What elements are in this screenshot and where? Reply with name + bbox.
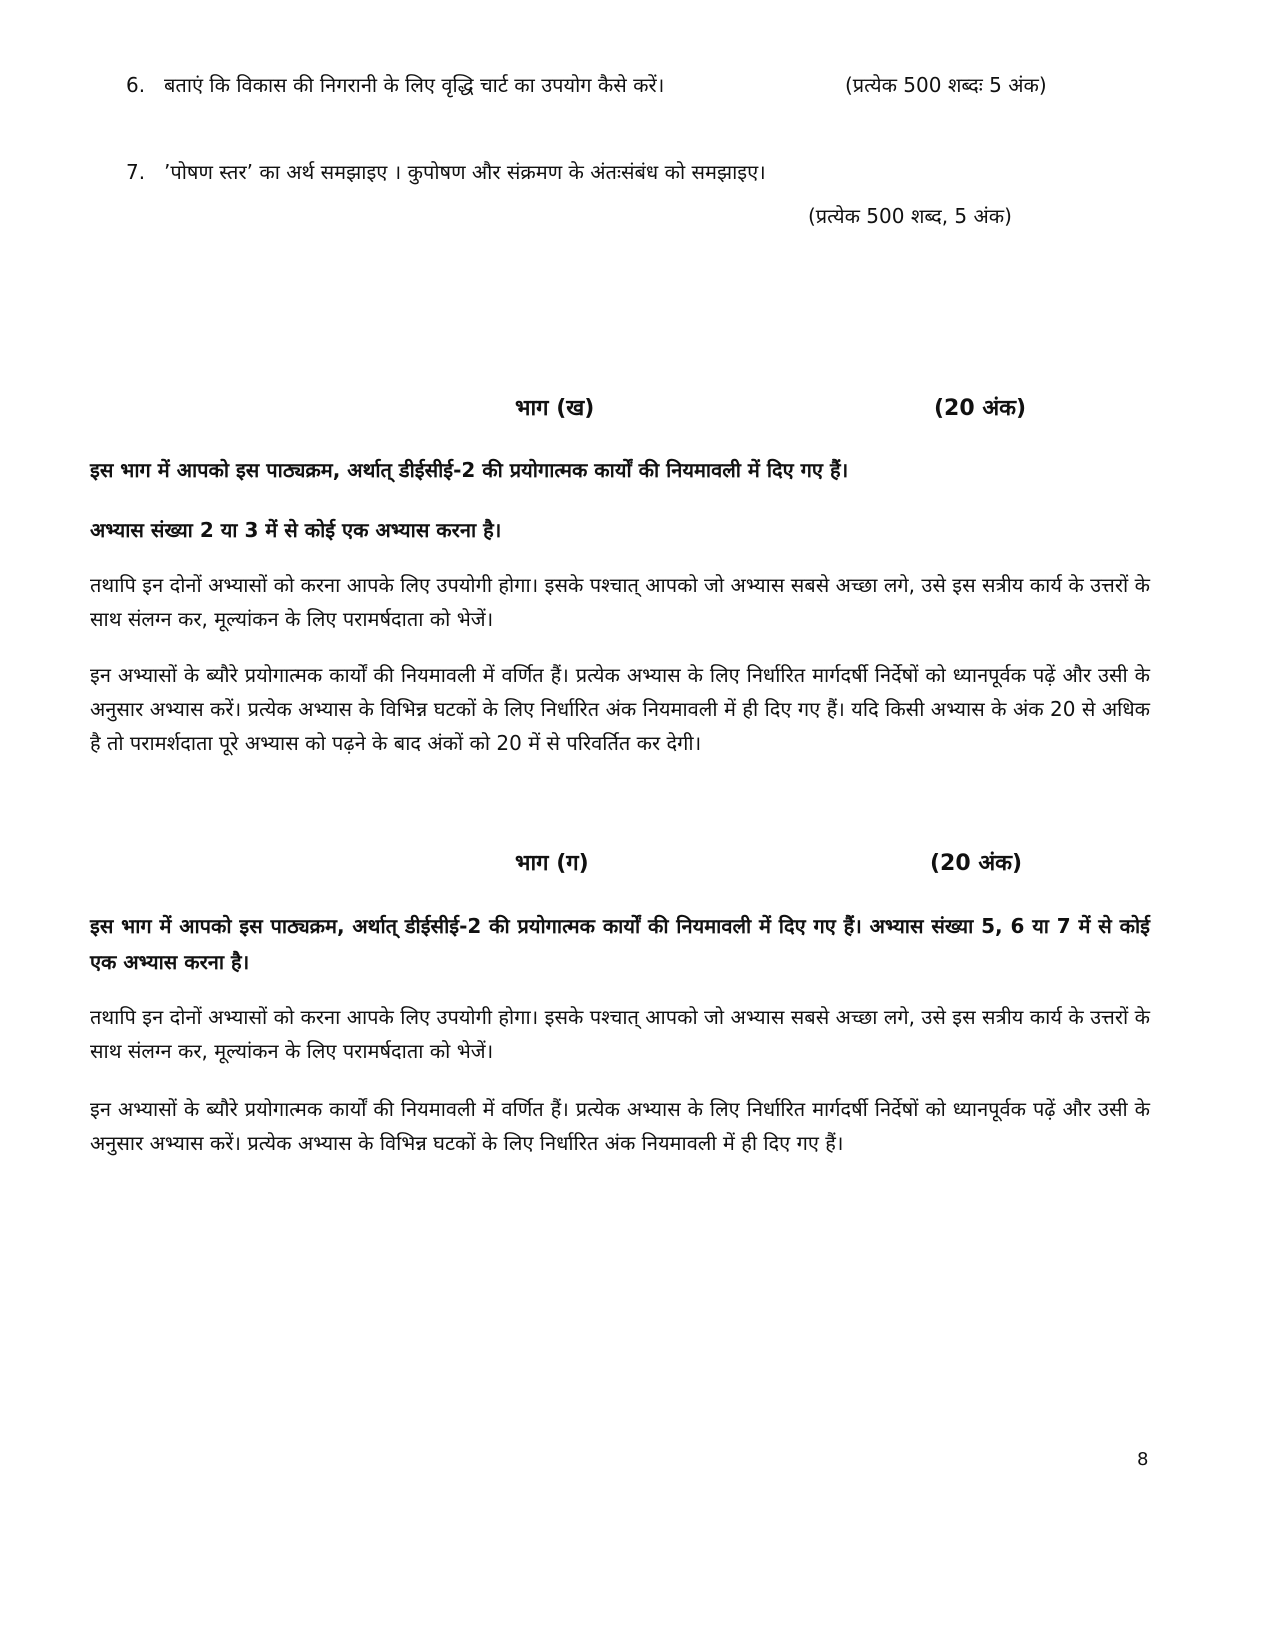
question-text: ’पोषण स्तर’ का अर्थ समझाइए । कुपोषण और संक्रमण के अंतःसंबंध को समझाइए। (164, 160, 766, 184)
section-b-paragraph-1: तथापि इन दोनों अभ्यासों को करना आपके लिए उपयोगी होगा। इसके पश्चात् आपको जो अभ्यास सबसे अच्छा लगे, उसे इस सत्रीय कार्य के उत्तरों के साथ संलग्न कर, मूल्यांकन के लिए परामर्षदाता को भेजें। (90, 573, 1150, 631)
section-b-instruction: अभ्यास संख्या 2 या 3 में से कोई एक अभ्यास करना है। (90, 518, 502, 542)
section-b-marks: (20 अंक) (934, 396, 1027, 421)
section-c-paragraph-1: तथापि इन दोनों अभ्यासों को करना आपके लिए उपयोगी होगा। इसके पश्चात् आपको जो अभ्यास सबसे अच्छा लगे, उसे इस सत्रीय कार्य के उत्तरों के साथ संलग्न कर, मूल्यांकन के लिए परामर्षदाता को भेजें। (90, 1005, 1150, 1063)
section-c-paragraph-2: इन अभ्यासों के ब्यौरे प्रयोगात्मक कार्यों की नियमावली में वर्णित हैं। प्रत्येक अभ्यास के लिए निर्धारित मार्गदर्षी निर्देषों को ध्यानपूर्वक पढ़ें और उसी के अनुसार अभ्यास करें। प्रत्येक अभ्यास के विभिन्न घटकों के लिए निर्धारित अंक नियमावली में ही दिए गए हैं। (90, 1097, 1150, 1155)
section-c-marks: (20 अंक) (930, 851, 1023, 876)
question-7-marks: (प्रत्येक 500 शब्द, 5 अंक) (808, 204, 1012, 228)
question-number: 6. (126, 73, 146, 97)
question-text: बताएं कि विकास की निगरानी के लिए वृद्धि चार्ट का उपयोग कैसे करें। (164, 73, 665, 97)
page-number: 8 (1137, 1449, 1149, 1470)
section-b-title: भाग (ख) (515, 396, 595, 421)
section-c-title: भाग (ग) (515, 851, 589, 876)
section-c-intro: इस भाग में आपको इस पाठ्यक्रम, अर्थात् डीईसीई-2 की प्रयोगात्मक कार्यों की नियमावली में दिए गए हैं। अभ्यास संख्या 5, 6 या 7 में से कोई एक अभ्यास करना है। (90, 914, 1150, 974)
question-number: 7. (126, 160, 146, 184)
question-6-marks: (प्रत्येक 500 शब्दः 5 अंक) (845, 73, 1047, 97)
question-7 (126, 157, 766, 187)
section-b-intro: इस भाग में आपको इस पाठ्यक्रम, अर्थात् डीईसीई-2 की प्रयोगात्मक कार्यों की नियमावली में दिए गए हैं। (90, 458, 849, 482)
section-b-paragraph-2: इन अभ्यासों के ब्यौरे प्रयोगात्मक कार्यों की नियमावली में वर्णित हैं। प्रत्येक अभ्यास के लिए निर्धारित मार्गदर्षी निर्देषों को ध्यानपूर्वक पढ़ें और उसी के अनुसार अभ्यास करें। प्रत्येक अभ्यास के विभिन्न घटकों के लिए निर्धारित अंक नियमावली में ही दिए गए हैं। यदि किसी अभ्यास के अंक 20 से अधिक है तो परामर्शदाता पूरे अभ्यास को पढ़ने के बाद अंकों को 20 में से परिवर्तित कर देगी। (90, 663, 1150, 755)
question-6 (126, 70, 664, 100)
